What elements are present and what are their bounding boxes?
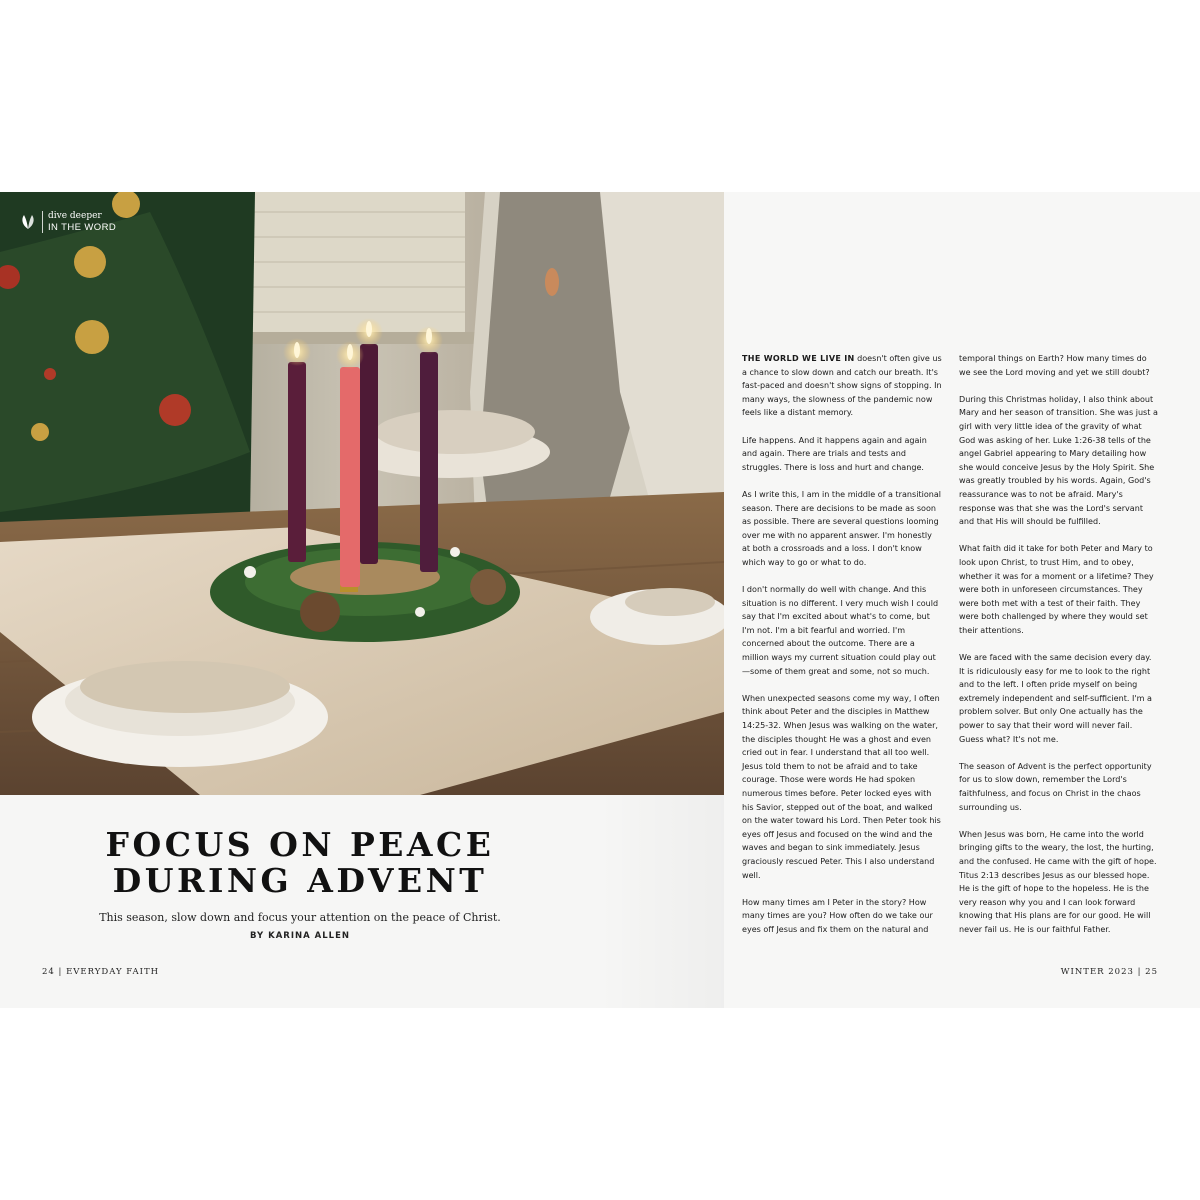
body-column-1 — [742, 352, 942, 950]
headline-line-1: FOCUS ON PEACE — [105, 825, 495, 864]
paragraph: The season of Advent is the perfect opportunity for us to slow down, remember the Lord's faithfulness, and focus on Christ in the chaos surrounding us. — [959, 761, 1152, 812]
paragraph: temporal things on Earth? How many times do we see the Lord moving and yet we still doubt? — [959, 354, 1150, 377]
paragraph: What faith did it take for both Peter and Mary to look upon Christ, to trust Him, and to obey, whether it was for a moment or a lifetime? They were both in unforeseen circumstances. They were both met with a test of their faith. They were both challenged by where they would set their attentions. — [959, 544, 1154, 635]
paragraph: How many times am I Peter in the story? How many times are you? How often do we take our eyes off Jesus and fix them on the natural and — [742, 897, 933, 934]
folio-right: WINTER 2023 | 25 — [1060, 967, 1158, 977]
paragraph: As I write this, I am in the middle of a transitional season. There are decisions to be made as soon as possible. There are several questions looming over me with no apparent answer. I'm honestly at both a crossroads and a loss. I don't know which way to go or what to do. — [742, 489, 942, 567]
photo-illustration — [0, 192, 724, 795]
paragraph — [742, 352, 942, 420]
paragraph: We are faced with the same decision every day. It is ridiculously easy for me to look to the right and to the left. I often pride myself on being extremely independent and self-sufficient. I'm a problem solver. But only One actually has the power to say that their word will never fail. Guess what? It's not me. — [959, 653, 1152, 744]
section-tag-big: IN THE WORD — [48, 222, 117, 233]
leaf-icon — [19, 213, 37, 231]
section-tag-text — [42, 211, 116, 233]
advent-wreath-photo — [0, 192, 724, 795]
magazine-spread — [0, 192, 1200, 1008]
section-tag — [19, 211, 116, 233]
byline: BY KARINA ALLEN — [250, 931, 350, 941]
body-column-2 — [959, 352, 1159, 950]
lead-in: THE WORLD WE LIVE IN — [742, 354, 855, 363]
paragraph: When Jesus was born, He came into the world bringing gifts to the weary, the lost, the hurting, and the confused. He came with the gift of hope. Titus 2:13 describes Jesus as our blessed hope. He is the gift of hope to the hopeless. He is the very reason why you and I can look forward knowing that His plans are for our good. He will never fail us. He is our faithful Father. — [959, 829, 1157, 934]
paragraph: During this Christmas holiday, I also think about Mary and her season of transition. She was just a girl with very little idea of the gravity of what God was asking of her. Luke 1:26-38 tells of the angel Gabriel appearing to Mary detailing how she would conceive Jesus by the Holy Spirit. She was greatly troubled by his words. Again, God's reassurance was to not be afraid. Mary's response was that she was the Lord's servant and that His will should be fulfilled. — [959, 394, 1158, 527]
subtitle: This season, slow down and focus your attention on the peace of Christ. — [99, 911, 501, 924]
gutter-shadow — [597, 795, 724, 1008]
section-tag-small: dive deeper — [48, 211, 102, 221]
headline-line-2: DURING ADVENT — [112, 861, 488, 900]
paragraph-text: doesn't often give us a chance to slow down and catch our breath. It's fast-paced and doesn't show signs of stopping. In many ways, the slowness of the pandemic now feels like a distant memory. — [742, 354, 942, 418]
paragraph: I don't normally do well with change. And this situation is no different. I very much wish I could say that I'm excited about what's to come, but I'm not. I'm a bit fearful and worried. I'm concerned about the outcome. There are a million ways my current situation could play out—some of them great and some, not so much. — [742, 585, 939, 676]
paragraph: When unexpected seasons come my way, I often think about Peter and the disciples in Matthew 14:25-32. When Jesus was walking on the water, the disciples thought He was a ghost and even cried out in fear. I understand that all too well. Jesus told them to not be afraid and to take courage. Those were words He had spoken numerous times before. Peter locked eyes with his Savior, stepped out of the boat, and walked on the water toward his Lord. Then Peter took his eyes off Jesus and focused on the wind and the waves and began to sink immediately. Jesus graciously rescued Peter. This I also understand well. — [742, 693, 941, 880]
paragraph: Life happens. And it happens again and again and again. There are trials and tests and struggles. There is loss and hurt and change. — [742, 435, 927, 472]
folio-left: 24 | EVERYDAY FAITH — [42, 967, 160, 977]
